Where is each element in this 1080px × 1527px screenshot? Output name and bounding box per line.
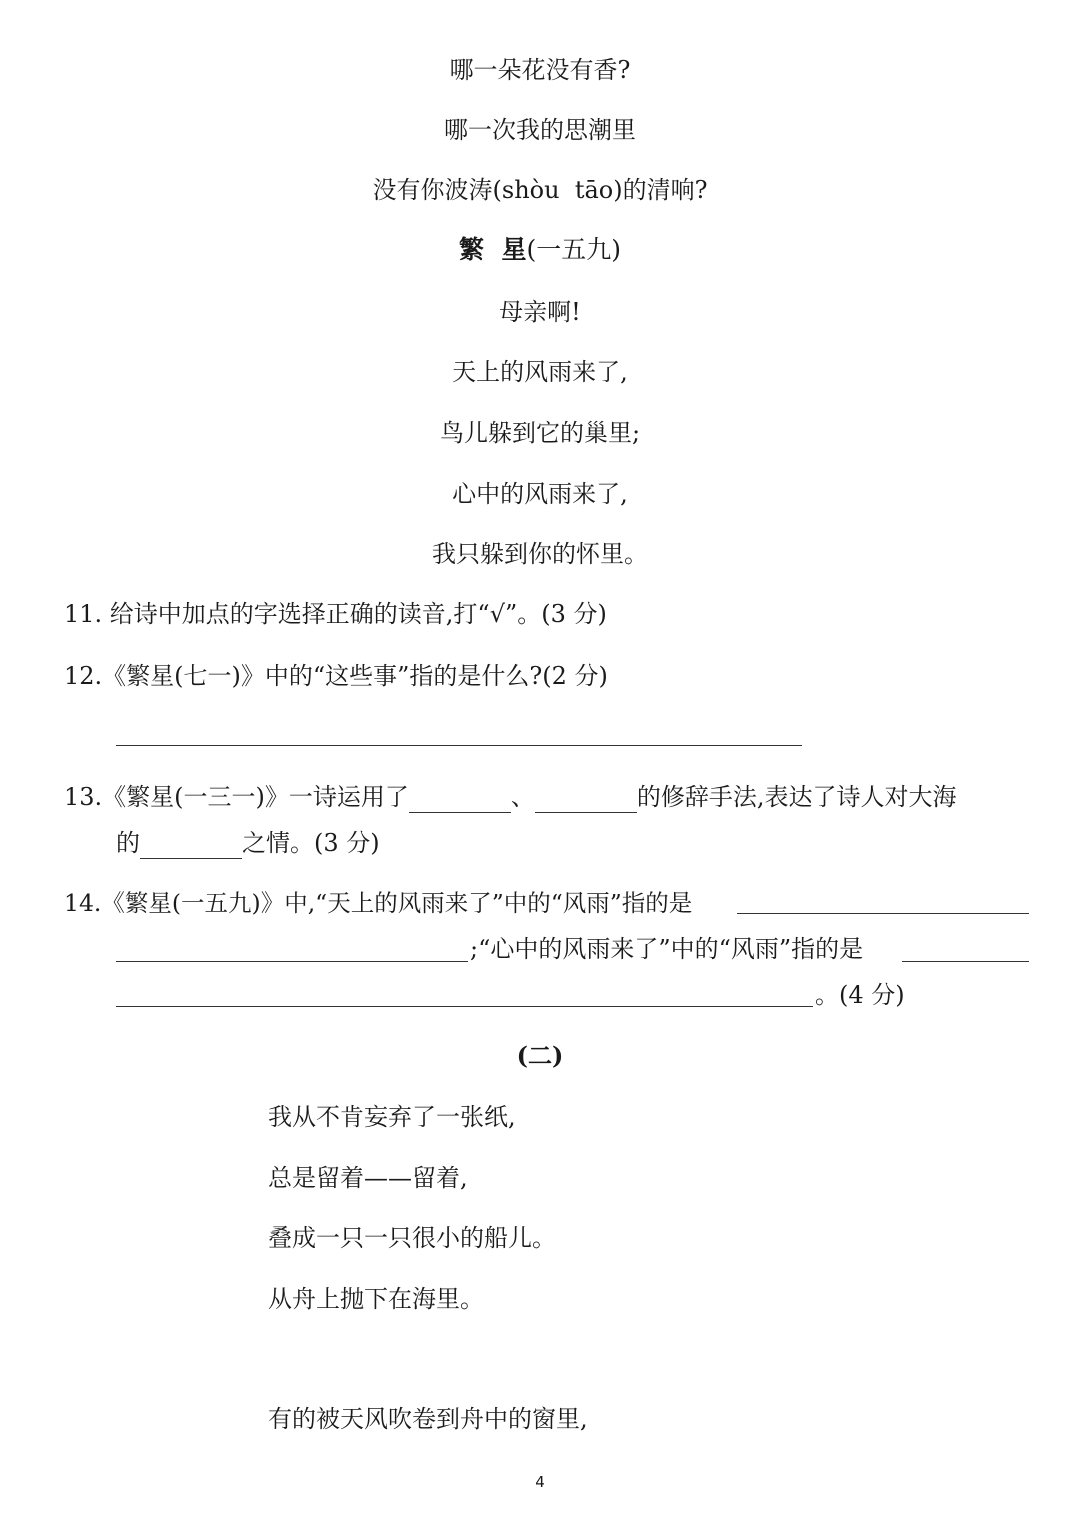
q13-text-b: 的修辞手法,表达了诗人对大海 (636, 783, 957, 811)
q13-text-d: 之情。(3 分) (242, 829, 380, 857)
question-13-line-1 (64, 781, 1034, 813)
poem2-line-5: 我只躲到你的怀里。 (432, 540, 648, 568)
q14-text-b: ;“心中的风雨来了”中的“风雨”指的是 (470, 935, 864, 963)
question-13-line-2 (116, 827, 1031, 859)
q14-blank-2b[interactable] (116, 1006, 813, 1007)
section2-line-3: 叠成一只一只很小的船儿。 (268, 1224, 556, 1252)
poem2-title-text: 繁 星 (459, 235, 527, 264)
section2-line-5: 有的被天风吹卷到舟中的窗里, (268, 1405, 588, 1433)
poem1-line-1: 哪一朵花没有香? (449, 56, 631, 84)
question-11: 11. 给诗中加点的字选择正确的读音,打“√”。(3 分) (64, 600, 607, 628)
answer-line-q12[interactable] (116, 745, 802, 746)
page-number: 4 (535, 1473, 545, 1491)
poem2-title (0, 234, 1080, 266)
q13-blank-1[interactable] (409, 786, 511, 813)
poem1-line-2: 哪一次我的思潮里 (444, 116, 636, 144)
poem2-line-3: 鸟儿躲到它的巢里; (439, 419, 641, 447)
q14-text-c: 。(4 分) (815, 981, 905, 1009)
q14-blank-2a[interactable] (902, 961, 1029, 962)
poem2-line-2: 天上的风雨来了, (452, 358, 628, 386)
q13-text-c: 的 (116, 829, 140, 857)
q13-blank-3[interactable] (140, 832, 242, 859)
poem2-line-1: 母亲啊! (499, 298, 581, 326)
section2-line-4: 从舟上抛下在海里。 (268, 1285, 484, 1313)
poem2-line-4: 心中的风雨来了, (452, 480, 628, 508)
section2-line-2: 总是留着——留着, (268, 1164, 468, 1192)
section2-line-1: 我从不肯妄弃了一张纸, (268, 1103, 516, 1131)
question-14-line-1 (64, 887, 1034, 919)
q14-text-a: 14.《繁星(一五九)》中,“天上的风雨来了”中的“风雨”指的是 (64, 889, 693, 917)
question-12: 12.《繁星(七一)》中的“这些事”指的是什么?(2 分) (64, 662, 608, 690)
poem2-title-number: (一五九) (526, 235, 621, 264)
section-2-heading: (二) (516, 1041, 564, 1070)
q14-blank-1b[interactable] (116, 961, 468, 962)
q13-blank-2[interactable] (535, 786, 637, 813)
q13-text-a: 13.《繁星(一三一)》一诗运用了 (64, 783, 409, 811)
q13-separator: 、 (510, 783, 535, 811)
poem1-line-3: 没有你波涛(shòu tāo)的清响? (372, 176, 708, 204)
q14-blank-1a[interactable] (737, 913, 1029, 914)
